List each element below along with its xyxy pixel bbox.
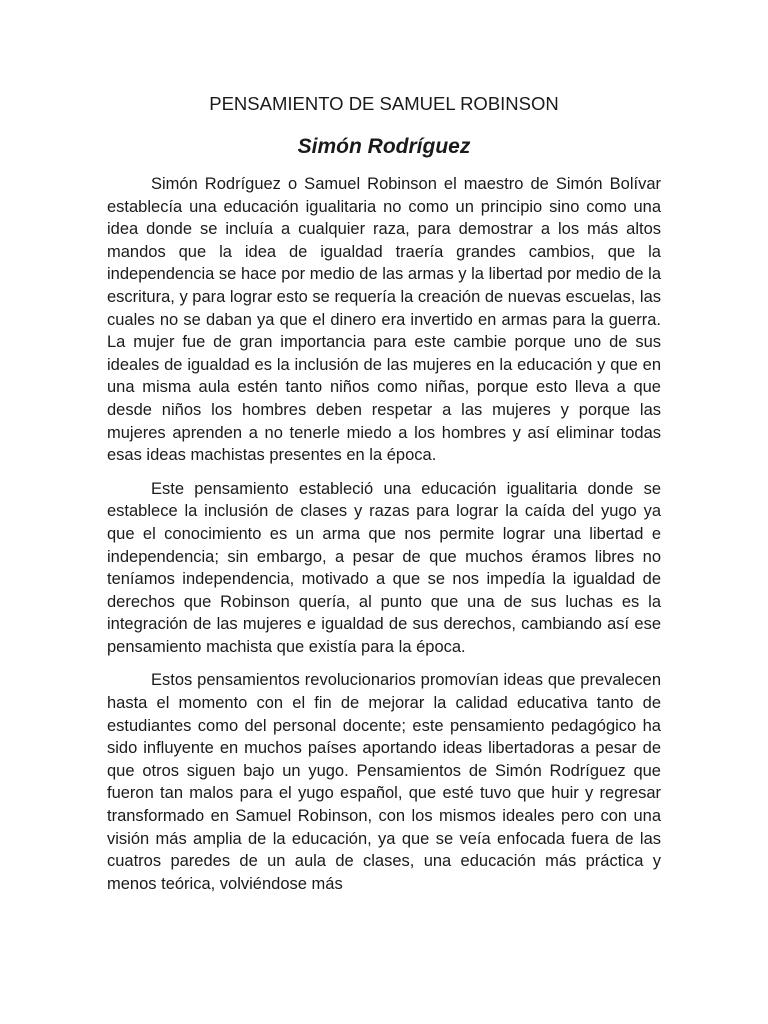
document-page [107, 0, 661, 1024]
document-title: PENSAMIENTO DE SAMUEL ROBINSON [209, 93, 559, 114]
paragraph: Simón Rodríguez o Samuel Robinson el maestro de Simón Bolívar establecía una educación igualitaria no como un principio sino como una idea donde se incluía a cualquier raza, para demostrar a los más altos mandos que la idea de igualdad traería grandes cambios, que la independencia se hace por medio de las armas y la libertad por medio de la escritura, y para lograr esto se requería la creación de nuevas escuelas, las cuales no se daban ya que el dinero era invertido en armas para la guerra. La mujer fue de gran importancia para este cambie porque uno de sus ideales de igualdad es la inclusión de las mujeres en la educación y que en una misma aula estén tanto niños como niñas, porque esto lleva a que desde niños los hombres deben respetar a las mujeres y porque las mujeres aprenden a no tenerle miedo a los hombres y así eliminar todas esas ideas machistas presentes en la época. [107, 175, 661, 465]
document-body [107, 173, 661, 895]
document-subtitle: Simón Rodríguez [297, 135, 471, 158]
paragraph: Estos pensamientos revolucionarios promovían ideas que prevalecen hasta el momento con el fin de mejorar la calidad educativa tanto de estudiantes como del personal docente; este pensamiento pedagógico ha sido influyente en muchos países aportando ideas libertadoras a pesar de que otros siguen bajo un yugo. Pensamientos de Simón Rodríguez que fueron tan malos para el yugo español, que esté tuvo que huir y regresar transformado en Samuel Robinson, con los mismos ideales pero con una visión más amplia de la educación, ya que se veía enfocada fuera de las cuatros paredes de un aula de clases, una educación más práctica y menos teórica, volviéndose más [107, 671, 661, 893]
paragraph: Este pensamiento estableció una educación igualitaria donde se establece la inclusión de clases y razas para lograr la caída del yugo ya que el conocimiento es un arma que nos permite lograr una libertad e independencia; sin embargo, a pesar de que muchos éramos libres no teníamos independencia, motivado a que se nos impedía la igualdad de derechos que Robinson quería, al punto que una de sus luchas es la integración de las mujeres e igualdad de sus derechos, cambiando así ese pensamiento machista que existía para la época. [107, 479, 661, 656]
